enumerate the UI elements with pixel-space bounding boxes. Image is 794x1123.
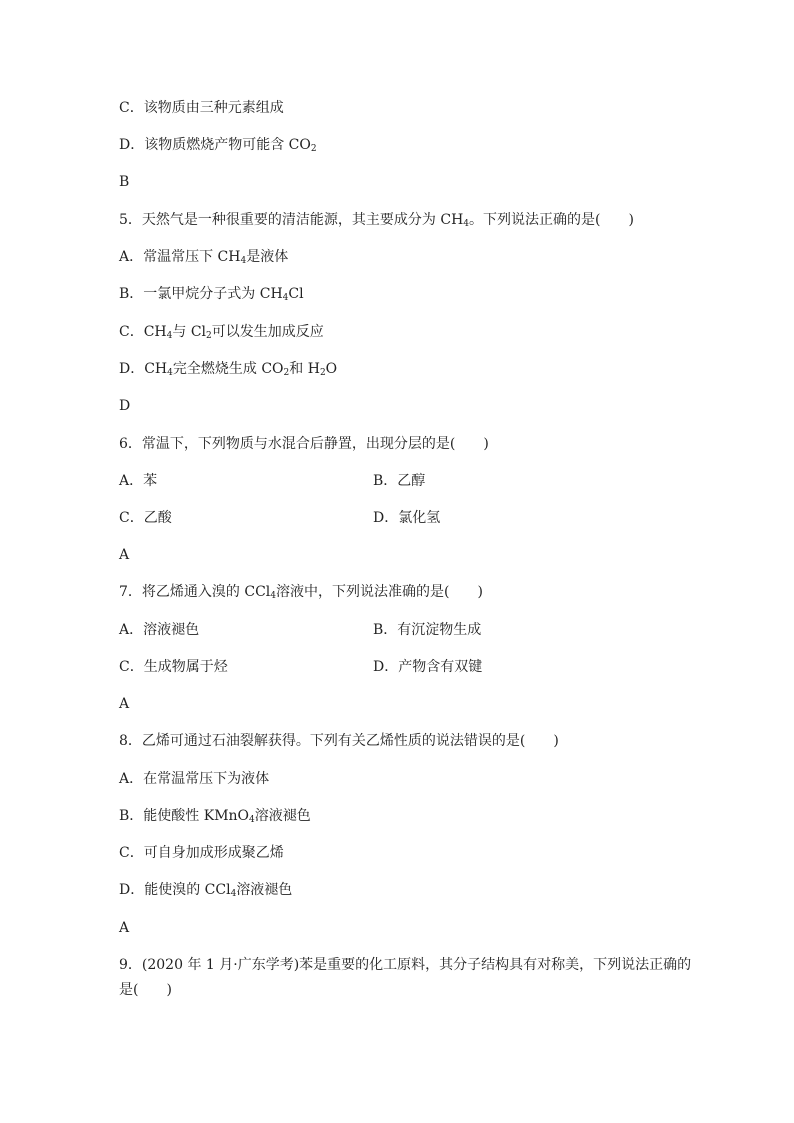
- option-a-q5: A．常温常压下 $CH_4$是液体: [119, 249, 289, 266]
- option-c-q5: C．$CH_4$与 $Cl_2$可以发生加成反应: [119, 324, 324, 341]
- answer-q6: A: [119, 547, 130, 563]
- option-d-q7: D．产物含有双键: [373, 659, 483, 675]
- option-b-q8: B．能使酸性 KMnO$_4$溶液褪色: [119, 808, 311, 825]
- option-a-q7: A．溶液褪色: [119, 622, 200, 638]
- option-b-q5: B．一氯甲烷分子式为 $CH_4Cl$: [119, 286, 304, 303]
- question-9: 9．(2020 年 1 月·广东学考)苯是重要的化工原料，其分子结构具有对称美，下列说法正确的: [119, 957, 692, 973]
- option-c-q7: C．生成物属于烃: [119, 659, 228, 675]
- option-d-q6: D．氯化氢: [373, 510, 441, 526]
- option-d-q5: D．$CH_4$完全燃烧生成 $CO_2$和 $H_2O$: [119, 361, 338, 378]
- answer-q7: A: [119, 696, 130, 712]
- option-c-q6: C．乙酸: [119, 510, 172, 526]
- option-c-q4: C．该物质由三种元素组成: [119, 100, 284, 116]
- option-c-q8: C．可自身加成形成聚乙烯: [119, 845, 284, 861]
- answer-q8: A: [119, 920, 130, 936]
- question-8: 8．乙烯可通过石油裂解获得。下列有关乙烯性质的说法错误的是( ): [119, 733, 559, 749]
- question-5: 5．天然气是一种很重要的清洁能源，其主要成分为 $CH_4$。下列说法正确的是( ): [119, 212, 634, 229]
- answer-q4: B: [119, 174, 130, 190]
- option-b-q6: B．乙醇: [373, 473, 426, 489]
- question-7: 7．将乙烯通入溴的 CCl$_4$溶液中，下列说法准确的是( ): [119, 584, 483, 601]
- option-d-q4: D．该物质燃烧产物可能含 $CO_2$: [119, 137, 317, 154]
- option-b-q7: B．有沉淀物生成: [373, 622, 482, 638]
- question-6: 6．常温下，下列物质与水混合后静置，出现分层的是( ): [119, 436, 489, 452]
- option-d-q8: D．能使溴的 CCl$_4$溶液褪色: [119, 882, 293, 899]
- option-a-q6: A．苯: [119, 473, 158, 489]
- answer-q5: D: [119, 398, 131, 414]
- question-9-continued: 是( ): [119, 982, 172, 998]
- option-a-q8: A．在常温常压下为液体: [119, 771, 270, 787]
